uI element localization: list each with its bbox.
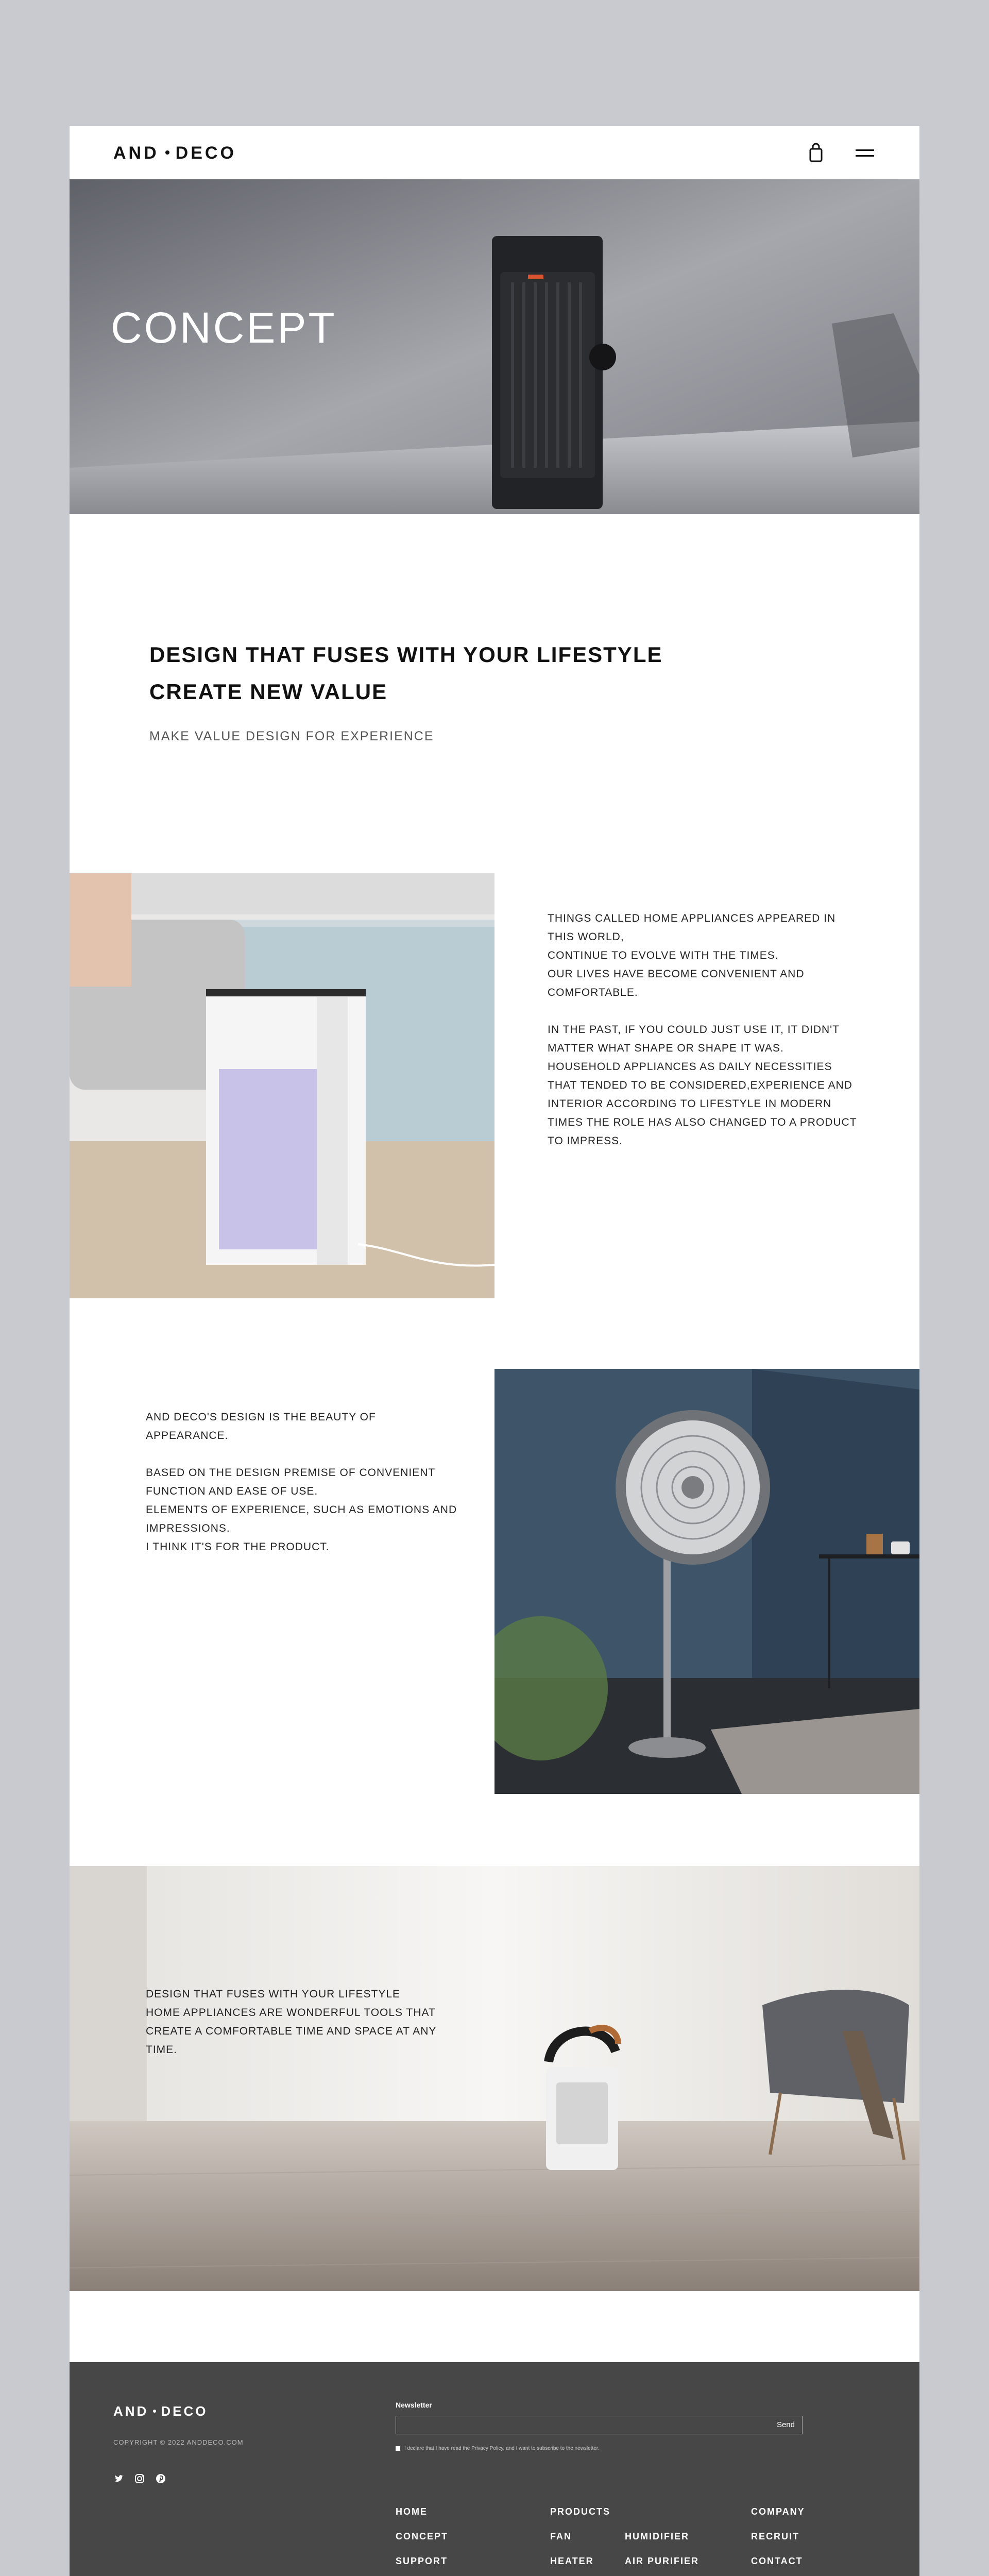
fan-image	[494, 1369, 919, 1794]
newsletter-send-button[interactable]: Send	[776, 2420, 795, 2429]
intro-line-2: CREATE NEW VALUE	[149, 680, 388, 704]
section-3-text: DESIGN THAT FUSES WITH YOUR LIFESTYLE HOME APPLIANCES ARE WONDERFUL TOOLS THAT CREATE A COMFORTABLE TIME AND SPACE AT ANY TIME.	[146, 1988, 437, 2056]
logo-left: AND	[113, 143, 159, 163]
hamburger-menu-icon[interactable]	[855, 145, 875, 161]
section-1-text: THINGS CALLED HOME APPLIANCES APPEARED IN THIS WORLD, CONTINUE TO EVOLVE WITH THE TIMES. OUR LIVES HAVE BECOME CONVENIENT AND COMFORTABLE. IN THE PAST, IF YOU COULD JUST USE IT, IT DIDN'T MATTER WHAT SHAPE OR SHAPE IT WAS. HOUSEHOLD APPLIANCES AS DAILY NECESSITIES THAT TENDED TO BE CONSIDERED,EXPERIENCE AND INTERIOR ACCORDING TO LIFESTYLE IN MODERN TIMES THE ROLE HAS ALSO CHANGED TO A PRODUCT TO IMPRESS.	[548, 912, 857, 1147]
intro-heading	[149, 636, 662, 710]
intro-subtitle: MAKE VALUE DESIGN FOR EXPERIENCE	[149, 729, 434, 743]
page-card	[70, 126, 919, 2576]
footer-link-company[interactable]: COMPANY	[751, 2506, 805, 2517]
air-purifier-image	[70, 873, 494, 1298]
footer-link-support[interactable]: SUPPORT	[396, 2556, 448, 2566]
section-2-text: AND DECO'S DESIGN IS THE BEAUTY OF APPEARANCE. BASED ON THE DESIGN PREMISE OF CONVENIENT FUNCTION AND EASE OF USE. ELEMENTS OF EXPERIENCE, SUCH AS EMOTIONS AND IMPRESSIONS. I THINK IT'S FOR THE PRODUCT.	[146, 1411, 457, 1553]
hero-banner	[70, 179, 919, 514]
footer-link-fan[interactable]: FAN	[550, 2531, 572, 2541]
newsletter-consent[interactable]	[396, 2446, 599, 2451]
heater-room-image	[70, 1866, 919, 2291]
intro-line-1: DESIGN THAT FUSES WITH YOUR LIFESTYLE	[149, 642, 663, 667]
shopping-bag-icon[interactable]	[806, 143, 826, 163]
pinterest-icon[interactable]	[155, 2473, 166, 2484]
logo-right: DECO	[175, 143, 236, 163]
footer-link-contact[interactable]: CONTACT	[751, 2556, 803, 2566]
newsletter-email-field[interactable]	[396, 2416, 803, 2434]
site-header	[70, 126, 919, 179]
consent-text: I declare that I have read the Privacy Policy, and I want to subscribe to the newsletter.	[404, 2446, 600, 2451]
footer-link-recruit[interactable]: RECRUIT	[751, 2531, 799, 2541]
footer-logo[interactable]	[113, 2403, 208, 2419]
footer-logo-right: DECO	[161, 2403, 208, 2419]
footer-link-air-purifier[interactable]: AIR PURIFIER	[625, 2556, 700, 2566]
footer-link-humidifier[interactable]: HUMIDIFIER	[625, 2531, 689, 2541]
footer-link-home[interactable]: HOME	[396, 2506, 428, 2517]
footer-link-concept[interactable]: CONCEPT	[396, 2531, 449, 2541]
twitter-icon[interactable]	[113, 2473, 125, 2484]
copyright-text: COPYRIGHT © 2022 ANDDECO.COM	[113, 2438, 244, 2446]
logo[interactable]	[113, 143, 236, 163]
newsletter-label: Newsletter	[396, 2401, 432, 2409]
footer-link-heater[interactable]: HEATER	[550, 2556, 594, 2566]
consent-checkbox[interactable]	[396, 2446, 400, 2451]
site-footer	[70, 2362, 919, 2576]
hero-title: CONCEPT	[111, 303, 337, 352]
instagram-icon[interactable]	[134, 2473, 145, 2484]
footer-link-products[interactable]: PRODUCTS	[550, 2506, 611, 2517]
footer-logo-left: AND	[113, 2403, 149, 2419]
